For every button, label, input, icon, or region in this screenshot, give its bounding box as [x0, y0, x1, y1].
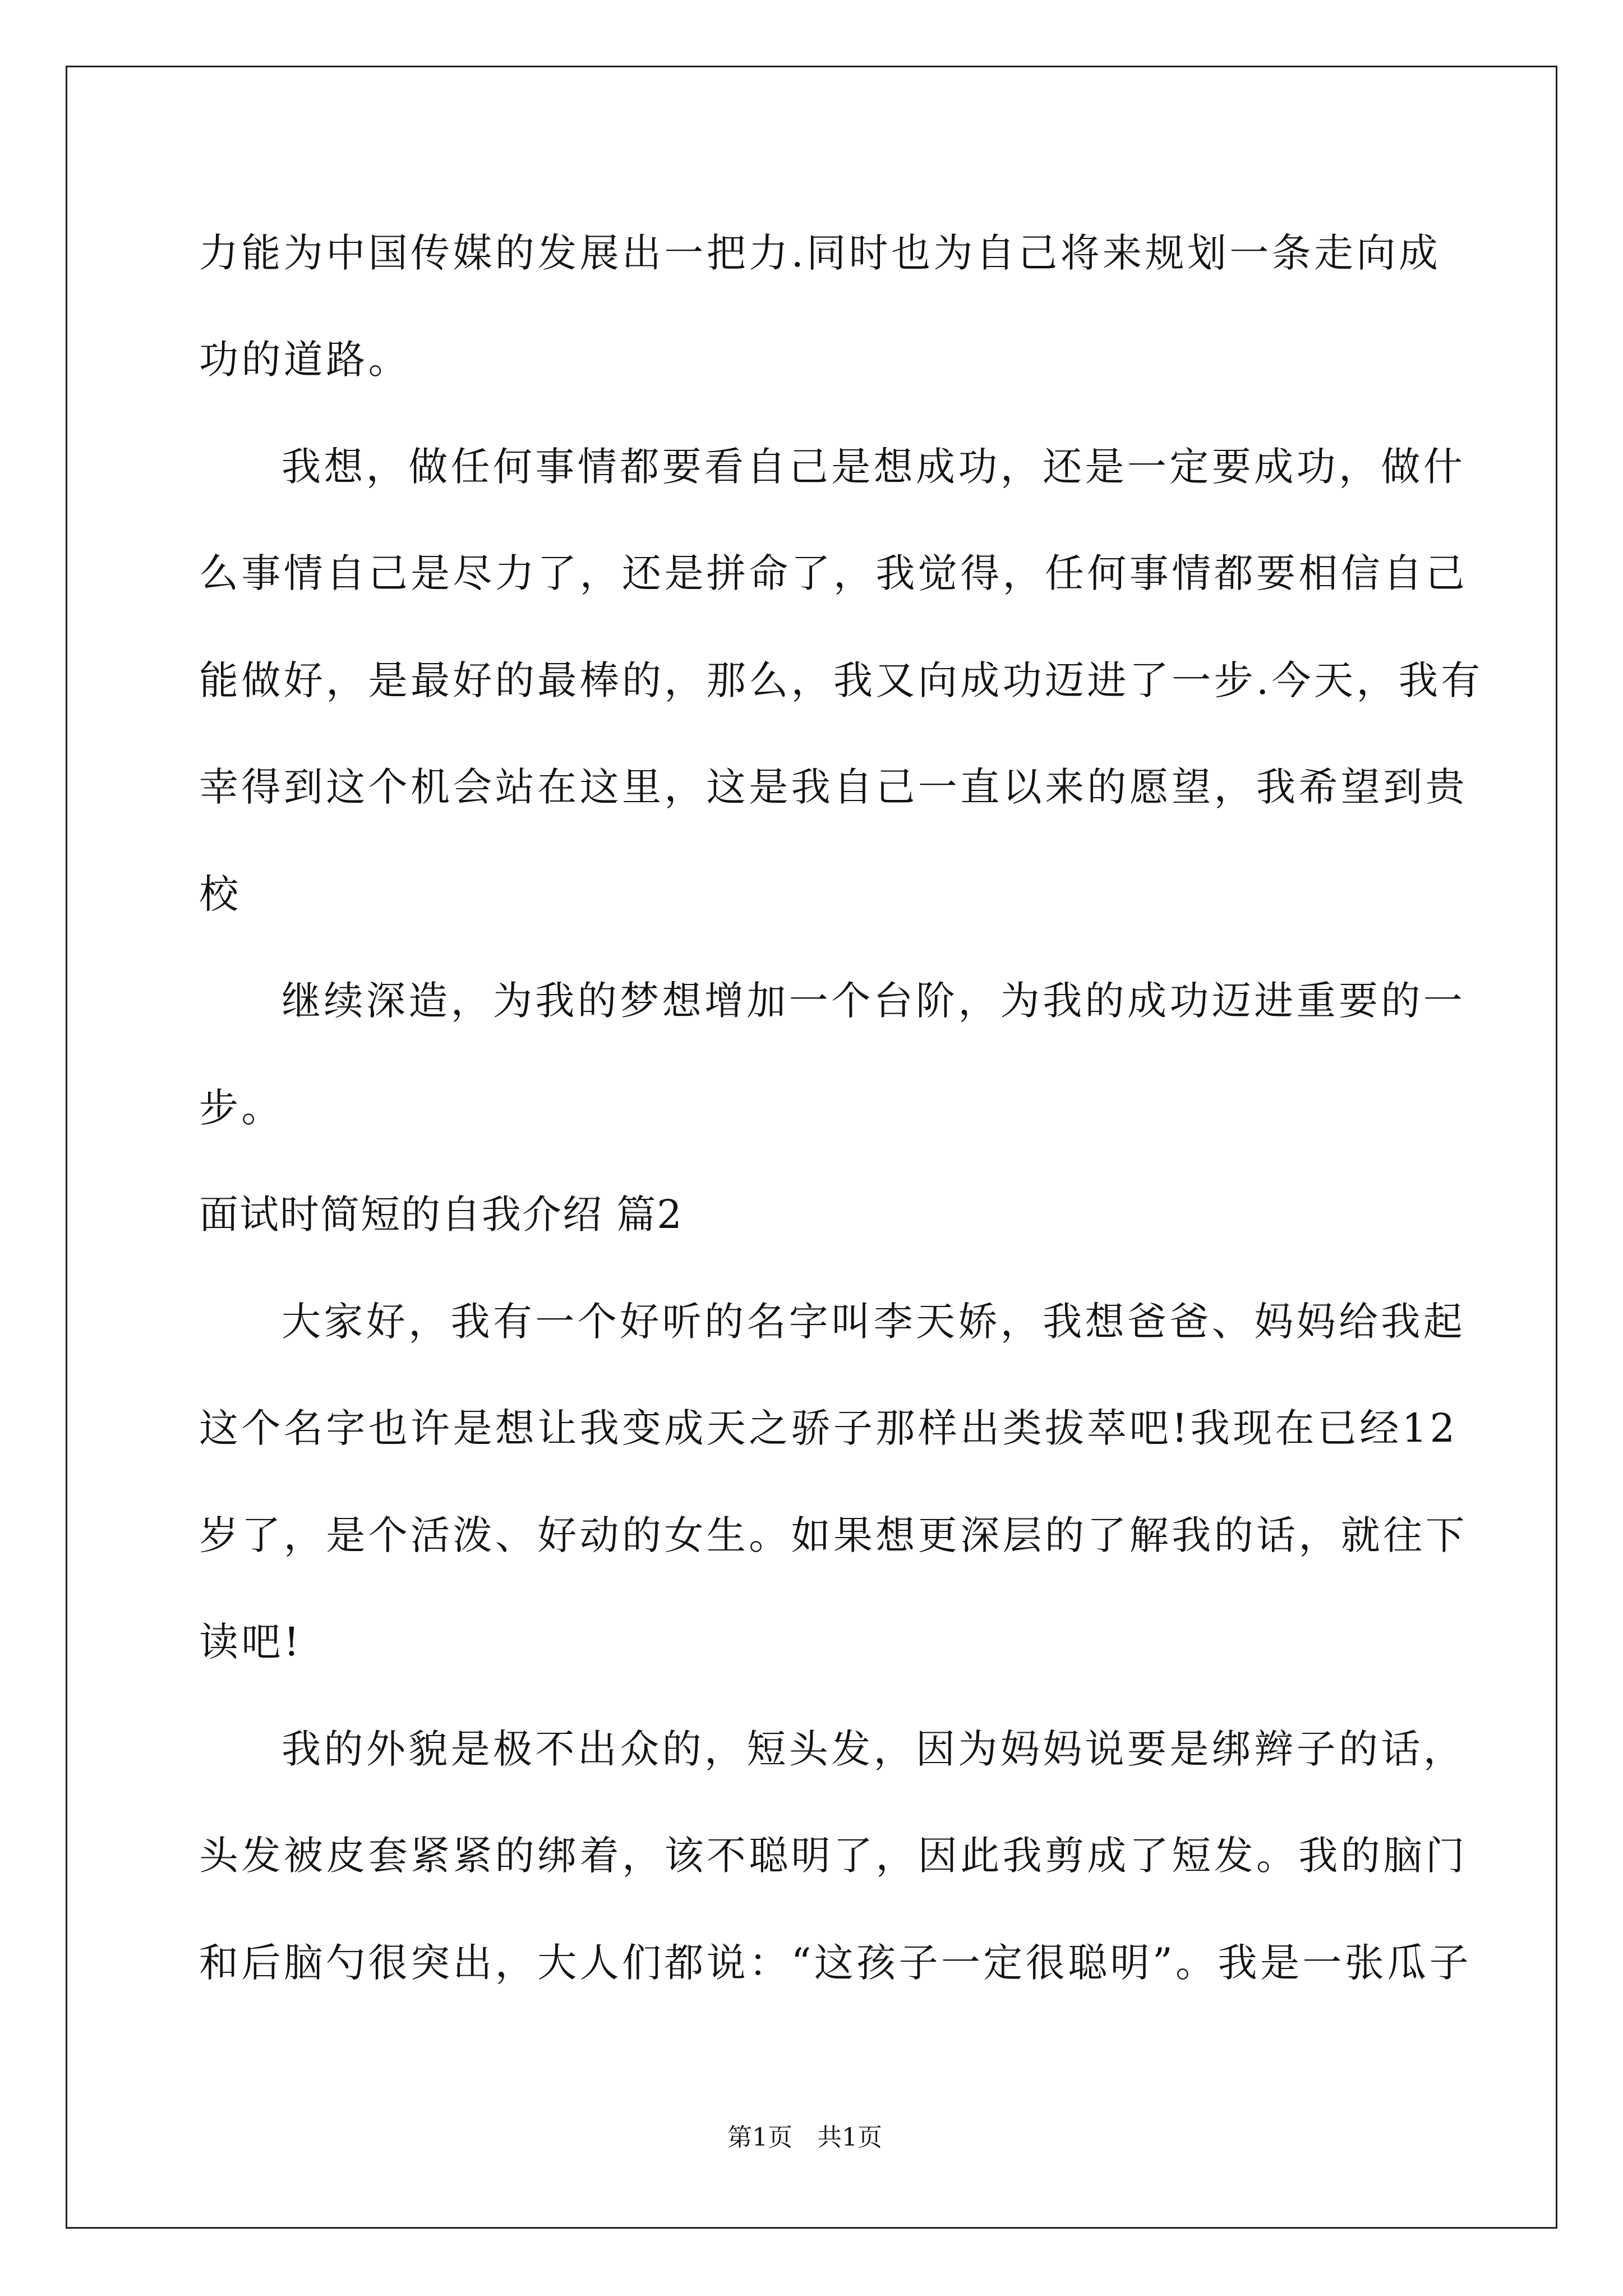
text-line: 么事情自己是尽力了，还是拼命了，我觉得，任何事情都要相信自己 — [199, 550, 1468, 596]
text-line: 力能为中国传媒的发展出一把力.同时也为自己将来规划一条走向成 — [199, 230, 1441, 276]
page-number: 第1页 共1页 — [727, 2123, 882, 2152]
text-line: 功的道路。 — [199, 337, 411, 383]
text-line: 幸得到这个机会站在这里，这是我自己一直以来的愿望，我希望到贵 — [199, 764, 1468, 810]
text-line: 头发被皮套紧紧的绑着，该不聪明了，因此我剪成了短发。我的脑门 — [199, 1833, 1468, 1879]
section-heading: 面试时简短的自我介绍 篇2 — [199, 1191, 683, 1237]
text-line: 能做好，是最好的最棒的，那么，我又向成功迈进了一步.今天，我有 — [199, 657, 1483, 703]
paragraph-start-line: 我想，做任何事情都要看自己是想成功，还是一定要成功，做什 — [282, 444, 1466, 490]
text-line: 这个名字也许是想让我变成天之骄子那样出类拔萃吧!我现在已经12 — [199, 1405, 1458, 1451]
paragraph-start-line: 我的外貌是极不出众的，短头发，因为妈妈说要是绑辫子的话， — [282, 1726, 1466, 1772]
text-line: 步。 — [199, 1085, 284, 1131]
text-line: 读吧! — [199, 1619, 303, 1665]
paragraph-start-line: 大家好，我有一个好听的名字叫李天娇，我想爸爸、妈妈给我起 — [282, 1299, 1466, 1345]
text-line: 和后脑勺很突出，大人们都说：“这孩子一定很聪明”。我是一张瓜子 — [199, 1940, 1472, 1986]
text-line: 岁了，是个活泼、好动的女生。如果想更深层的了解我的话，就往下 — [199, 1512, 1468, 1558]
text-line: 校 — [199, 871, 242, 917]
paragraph-start-line: 继续深造，为我的梦想增加一个台阶，为我的成功迈进重要的一 — [282, 978, 1466, 1024]
